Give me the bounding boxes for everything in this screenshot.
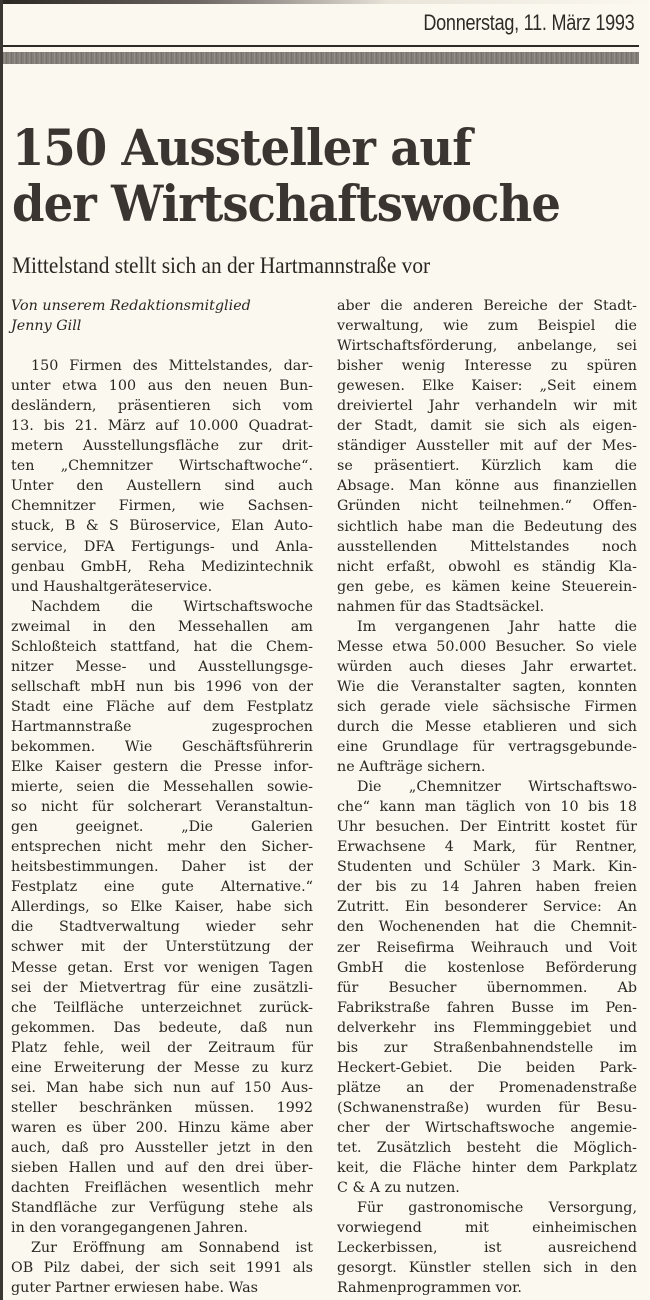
text-line: OB Pilz dabei, der sich seit 1991 als xyxy=(11,1260,313,1277)
text-line: Unter den Austellern sind auch xyxy=(11,478,313,495)
text-line: Stadt eine Fläche auf dem Festplatz xyxy=(11,698,313,715)
text-line: 13. bis 21. März auf 10.000 Quadrat- xyxy=(11,418,313,435)
scan-left-border xyxy=(0,0,3,1300)
text-line: Nachdem die Wirtschaftswoche xyxy=(31,598,313,615)
text-line: (Schwanenstraße) wurden für Besu- xyxy=(337,1099,637,1116)
text-line: bekommen. Wie Geschäftsführerin xyxy=(11,738,313,755)
text-line: guter Partner erwiesen habe. Was xyxy=(11,1280,258,1297)
byline-gap xyxy=(11,336,313,356)
text-line: sieben Hallen und auf den drei über- xyxy=(11,1159,313,1176)
text-line: sellschaft mbH nun bis 1996 von der xyxy=(11,678,313,695)
text-line: würden auch dieses Jahr erwartet. xyxy=(337,658,637,675)
text-line: delverkehr ins Flemminggebiet und xyxy=(337,1019,637,1036)
text-line: ständiger Aussteller mit auf der Mes- xyxy=(337,438,637,455)
text-line: gen gebe, es kämen keine Steuerein- xyxy=(337,578,637,595)
headline-line-2: der Wirtschaftswoche xyxy=(12,174,561,233)
text-line: den Wochenenden hat die Chemnit- xyxy=(337,919,637,936)
text-line: sei der Mietvertrag für eine zusätzli- xyxy=(11,979,313,996)
text-line: sichtlich habe man die Bedeutung des xyxy=(337,518,637,535)
text-line: ten „Chemnitzer Wirtschaftwoche“. xyxy=(11,458,313,475)
text-line: keit, die Fläche hinter dem Parkplatz xyxy=(337,1160,637,1177)
text-line: Chemnitzer Firmen, wie Sachsen- xyxy=(11,498,313,515)
text-line: dachten Freiflächen wesentlich mehr xyxy=(11,1180,313,1197)
text-line: eine Erweiterung der Messe zu kurz xyxy=(11,1059,313,1076)
subheadline: Mittelstand stellt sich an der Hartmannstraße vor xyxy=(12,253,431,278)
text-line: Gründen nicht teilnehmen.“ Offen- xyxy=(337,498,637,515)
text-line: sei. Man habe sich nun auf 150 Aus- xyxy=(11,1079,313,1096)
text-line: durch die Messe etablieren und sich xyxy=(337,718,637,735)
text-line: ausstellenden Mittelstandes noch xyxy=(337,538,637,555)
text-line: stuck, B & S Büroservice, Elan Auto- xyxy=(11,518,313,535)
text-line: gen geeignet. „Die Galerien xyxy=(11,819,313,836)
text-line: Schloßteich stattfand, hat die Chem- xyxy=(11,638,313,655)
text-line: aber die anderen Bereiche der Stadt- xyxy=(337,298,637,314)
text-line: eine Grundlage für vertragsgebunde- xyxy=(337,739,637,756)
header-rule-thin xyxy=(3,45,639,47)
byline-author: Jenny Gill xyxy=(11,318,82,335)
text-line: Studenten und Schüler 3 Mark. Kin- xyxy=(337,859,637,876)
text-line: Die „Chemnitzer Wirtschaftswo- xyxy=(357,779,637,796)
text-line: waren es über 200. Hinzu käme aber xyxy=(11,1119,313,1136)
text-line: Rahmenprogrammen vor. xyxy=(337,1280,522,1297)
text-line: auch, daß pro Aussteller jetzt in den xyxy=(11,1139,313,1156)
text-line: che“ kann man täglich von 10 bis 18 xyxy=(337,799,637,816)
text-line: Fabrikstraße fahren Busse im Pen- xyxy=(337,999,637,1016)
text-line: Elke Kaiser gestern die Presse infor- xyxy=(11,759,313,776)
text-line: bis zur Straßenbahnendstelle im xyxy=(337,1039,637,1056)
text-line: Im vergangenen Jahr hatte die xyxy=(357,618,637,635)
text-line: und Haushaltgeräteservice. xyxy=(11,578,213,595)
byline-line-1: Von unserem Redaktionsmitglied xyxy=(11,298,251,314)
text-line: Uhr besuchen. Der Eintritt kostet für xyxy=(337,819,637,836)
article-column-right xyxy=(337,296,637,1298)
text-line: se präsentiert. Kürzlich kam die xyxy=(337,458,637,475)
text-line: steller beschränken müssen. 1992 xyxy=(11,1099,313,1116)
text-line: gewesen. Elke Kaiser: „Seit einem xyxy=(337,378,637,395)
text-line: GmbH die kostenlose Beförderung xyxy=(337,959,637,976)
text-line: genbau GmbH, Reha Medizintechnik xyxy=(11,558,313,575)
text-line: Wirtschaftsförderung, anbelange, sei xyxy=(337,338,637,355)
text-line: zweimal in den Messehallen am xyxy=(11,618,313,635)
text-line: Messe getan. Erst vor wenigen Tagen xyxy=(11,959,313,976)
text-line: tet. Zusätzlich besteht die Möglich- xyxy=(337,1139,637,1156)
text-line: 150 Firmen des Mittelstandes, dar- xyxy=(31,358,313,375)
text-line: Allerdings, so Elke Kaiser, habe sich xyxy=(11,899,313,916)
text-line: bisher wenig Interesse zu spüren xyxy=(337,358,637,375)
text-line: verwaltung, wie zum Beispiel die xyxy=(337,318,637,335)
text-line: der Stadt, damit sie sich als eigen- xyxy=(337,418,637,435)
text-line: mierte, seien die Messehallen sowie- xyxy=(11,779,313,796)
text-line: ne Aufträge sichern. xyxy=(337,759,486,776)
text-line: Wie die Veranstalter sagten, konnten xyxy=(337,678,637,695)
right-column-text xyxy=(337,296,637,1298)
text-line: Erwachsene 4 Mark, für Rentner, xyxy=(337,839,637,856)
left-column-text xyxy=(11,356,313,1298)
text-line: service, DFA Fertigungs- und Anla- xyxy=(11,538,313,555)
text-line: in den vorangegangenen Jahren. xyxy=(11,1220,248,1237)
text-line: metern Ausstellungsfläche zur drit- xyxy=(11,438,313,455)
text-line: C & A zu nutzen. xyxy=(337,1180,460,1197)
text-line: Festplatz eine gute Alternative.“ xyxy=(11,879,313,896)
text-line: sich gerade viele sächsische Firmen xyxy=(337,698,637,715)
text-line: Messe etwa 50.000 Besucher. So viele xyxy=(337,638,637,655)
text-line: unter etwa 100 aus den neuen Bun- xyxy=(11,378,313,395)
text-line: Standfläche zur Verfügung stehe als xyxy=(11,1200,313,1217)
text-line: nicht erfaßt, obwohl es ständig Kla- xyxy=(337,558,637,575)
text-line: Zur Eröffnung am Sonnabend ist xyxy=(31,1240,313,1257)
text-line: desländern, präsentieren sich vom xyxy=(11,398,313,415)
text-line: Platz fehle, weil der Zeitraum für xyxy=(11,1039,313,1056)
text-line: Heckert-Gebiet. Die beiden Park- xyxy=(337,1059,637,1076)
text-line: für Besucher übernommen. Ab xyxy=(337,979,637,996)
text-line: der bis zu 14 Jahren haben freien xyxy=(337,879,637,896)
headline xyxy=(12,120,589,232)
text-line: Leckerbissen, ist ausreichend xyxy=(337,1240,637,1257)
text-line: Hartmannstraße zugesprochen xyxy=(11,718,313,735)
dateline: Donnerstag, 11. März 1993 xyxy=(422,10,634,35)
scan-edge-shadow xyxy=(0,0,650,4)
text-line: dreiviertel Jahr verhandeln wir mit xyxy=(337,398,637,415)
text-line: Für gastronomische Versorgung, xyxy=(357,1200,637,1217)
text-line: heitsbestimmungen. Daher ist der xyxy=(11,859,313,876)
headline-line-1: 150 Aussteller auf xyxy=(12,118,472,177)
text-line: cher der Wirtschaftswoche angemie- xyxy=(337,1119,637,1136)
text-line: gekommen. Das bedeute, daß nun xyxy=(11,1019,313,1036)
text-line: nahmen für das Stadtsäckel. xyxy=(337,598,545,615)
text-line: gesorgt. Künstler stellen sich in den xyxy=(337,1260,637,1277)
text-line: vorwiegend mit einheimischen xyxy=(337,1220,637,1237)
text-line: entsprechen nicht mehr den Sicher- xyxy=(11,839,313,856)
text-line: die Stadtverwaltung wieder sehr xyxy=(11,919,313,936)
article-column-left xyxy=(11,296,313,1298)
text-line: nitzer Messe- und Ausstellungsge- xyxy=(11,658,313,675)
text-line: che Teilfläche unterzeichnet zurück- xyxy=(11,999,313,1016)
text-line: Absage. Man könne aus finanziellen xyxy=(337,478,637,495)
text-line: plätze an der Promenadenstraße xyxy=(337,1079,637,1096)
header-rule-thick xyxy=(3,52,639,64)
text-line: schwer mit der Unterstützung der xyxy=(11,939,313,956)
text-line: Zutritt. Ein besonderer Service: An xyxy=(337,899,637,916)
text-line: so nicht für solcherart Veranstaltun- xyxy=(11,799,313,816)
text-line: zer Reisefirma Weihrauch und Voit xyxy=(337,939,637,956)
